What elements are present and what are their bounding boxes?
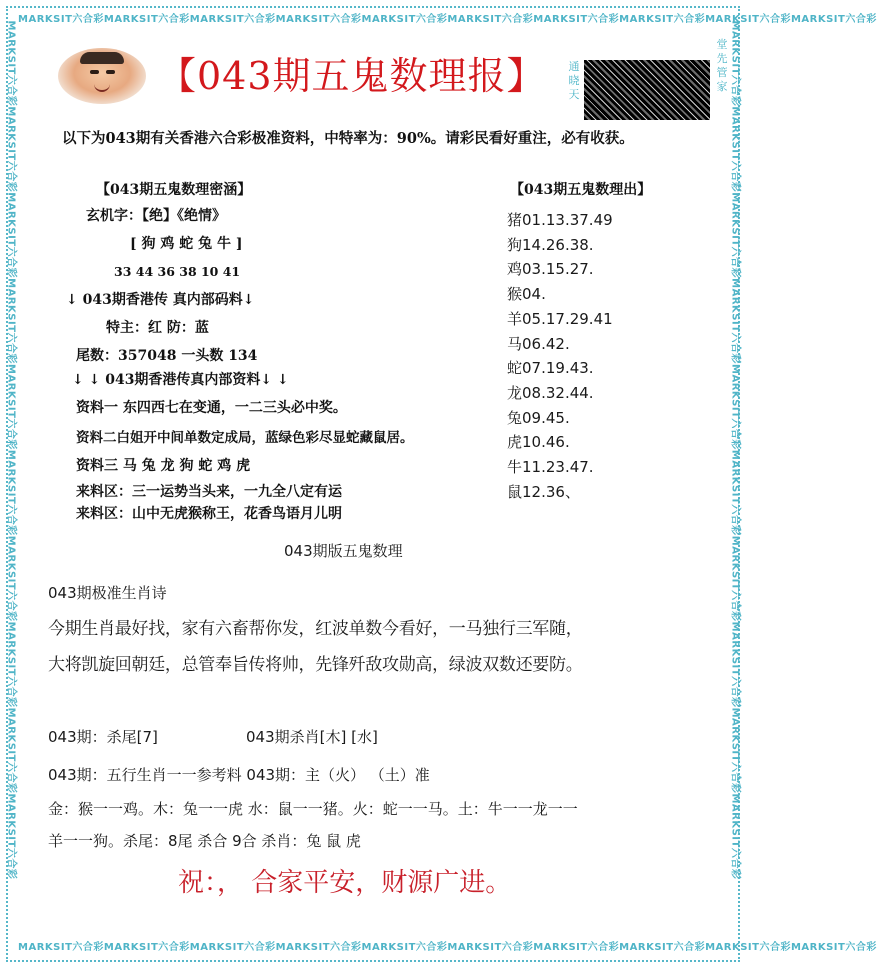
watermark-top: MARKSIT六合彩MARKSIT六合彩MARKSIT六合彩MARKSIT六合彩MARKSIT六合彩MARKSIT六合彩MARKSIT六合彩MARKSIT六合彩MARKSIT六合彩MARKSIT六合彩 bbox=[18, 14, 877, 25]
watermark-bottom: MARKSIT六合彩MARKSIT六合彩MARKSIT六合彩MARKSIT六合彩MARKSIT六合彩MARKSIT六合彩MARKSIT六合彩MARKSIT六合彩MARKSIT六合彩MARKSIT六合彩 bbox=[18, 942, 877, 953]
poem-line-1: 今期生肖最好找，家有六畜帮你发，红波单数今看好，一马独行三军随， bbox=[48, 619, 583, 639]
poem-line-2: 大将凯旋回朝廷，总管奉旨传将帅，先锋歼敌攻勋高，绿波双数还要防。 bbox=[48, 655, 583, 675]
ziliao-2: 资料二白姐开中间单数定成局，蓝绿色彩尽显蛇藏鼠居。 bbox=[76, 430, 414, 446]
list-item: 兔09.45. bbox=[507, 408, 570, 427]
zodiac-line: [ 狗 鸡 蛇 兔 牛 ] bbox=[130, 236, 243, 252]
page-title: 【043期五鬼数理报】 bbox=[158, 54, 546, 98]
chuan-line-1: ↓ 043期香港传 真内部码料↓ bbox=[66, 292, 255, 308]
list-item: 狗14.26.38. bbox=[507, 235, 594, 254]
watermark-right: MARKSIT六合彩MARKSIT六合彩MARKSIT六合彩MARKSIT六合彩MARKSIT六合彩MARKSIT六合彩MARKSIT六合彩MARKSIT六合彩MARKSIT六合彩MARKSIT六合彩 bbox=[729, 20, 741, 880]
list-item: 龙08.32.44. bbox=[507, 383, 594, 402]
kill-zodiac-line: 043期杀肖[木] [水] bbox=[246, 728, 378, 746]
xuanji-line: 玄机字：【绝】《绝情》 bbox=[86, 208, 226, 224]
section-subtitle: 043期版五鬼数理 bbox=[284, 542, 403, 560]
poem-title: 043期极准生肖诗 bbox=[48, 584, 167, 602]
side-label-left: 通晓天 bbox=[568, 60, 580, 101]
watermark-left: MARKSIT六合彩MARKSIT六合彩MARKSIT六合彩MARKSIT六合彩MARKSIT六合彩MARKSIT六合彩MARKSIT六合彩MARKSIT六合彩MARKSIT六合彩MARKSIT六合彩 bbox=[5, 20, 17, 880]
chuan-line-2: ↓ ↓ 043期香港传真内部资料↓ ↓ bbox=[72, 372, 289, 388]
tezhu-line: 特主：红 防：蓝 bbox=[106, 320, 209, 336]
list-item: 牛11.23.47. bbox=[507, 458, 594, 477]
qr-code-image bbox=[584, 60, 710, 120]
list-item: 猪01.13.37.49 bbox=[507, 211, 613, 229]
right-section-heading: 【043期五鬼数理出】 bbox=[510, 182, 652, 198]
numbers-line: 33 44 36 38 10 41 bbox=[114, 264, 241, 279]
kill-tail-line: 043期：杀尾[7] bbox=[48, 728, 158, 746]
elements-line-1: 金：猴一一鸡。木：兔一一虎 水：鼠一一猪。火：蛇一一马。土：牛一一龙一一 bbox=[48, 800, 578, 818]
list-item: 鸡03.15.27. bbox=[507, 260, 594, 279]
list-item: 羊05.17.29.41 bbox=[507, 309, 613, 328]
list-item: 马06.42. bbox=[507, 334, 570, 353]
side-label-right: 堂先管家 bbox=[716, 38, 728, 93]
left-section-heading: 【043期五鬼数理密涵】 bbox=[96, 182, 252, 198]
ziliao-3: 资料三 马 兔 龙 狗 蛇 鸡 虎 bbox=[76, 458, 251, 474]
portrait-photo bbox=[58, 48, 146, 104]
elements-line-2: 羊一一狗。杀尾：8尾 杀合 9合 杀肖：兔 鼠 虎 bbox=[48, 832, 361, 850]
wuxing-line: 043期：五行生肖一一参考料 043期：主（火） （土）准 bbox=[48, 766, 430, 784]
laiyuan-1: 来料区：三一运势当头来，一九全八定有运 bbox=[76, 484, 342, 500]
list-item: 鼠12.36、 bbox=[507, 482, 580, 501]
weishu-line: 尾数：357048 一头数 134 bbox=[76, 348, 258, 364]
list-item: 蛇07.19.43. bbox=[507, 359, 594, 378]
ziliao-1: 资料一 东四西七在变通，一二三头必中奖。 bbox=[76, 400, 347, 416]
laiyuan-2: 来料区：山中无虎猴称王，花香鸟语月儿明 bbox=[76, 506, 342, 522]
list-item: 虎10.46. bbox=[507, 433, 570, 452]
intro-text: 以下为043期有关香港六合彩极准资料，中特率为：90%。请彩民看好重注，必有收获。 bbox=[62, 130, 634, 147]
zodiac-number-list bbox=[507, 208, 613, 504]
blessing-text: 祝：， 合家平安，财源广进。 bbox=[178, 868, 512, 898]
list-item: 猴04. bbox=[507, 285, 546, 304]
